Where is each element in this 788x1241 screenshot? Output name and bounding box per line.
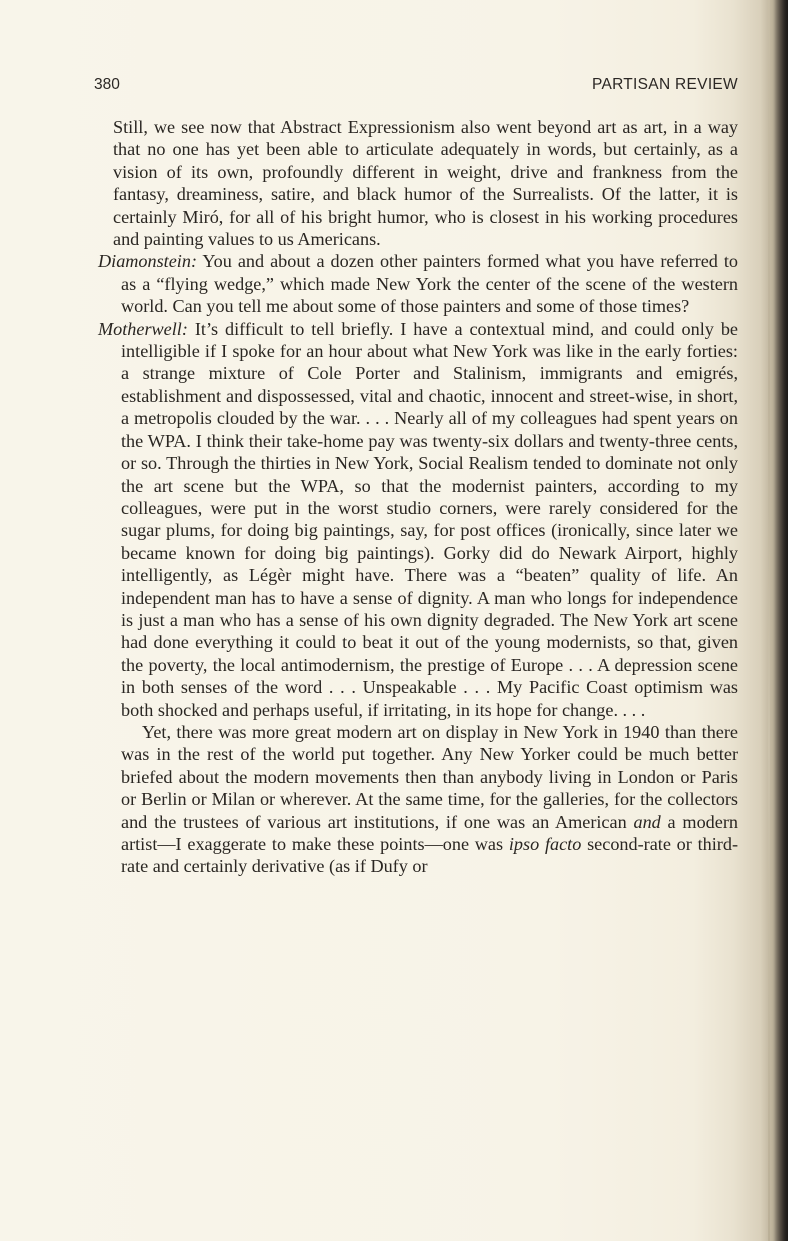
page-number: 380	[94, 76, 120, 93]
paragraph-continuation: Still, we see now that Abstract Expressionism also went beyond art as art, in a way that no one has yet been able to articulate adequately in words, but certainly, as a vision of its own, profoundly different in weight, drive and frankness from the fantasy, dreaminess, satire, and black humor of the Surrealists. Of the latter, it is certainly Miró, for all of his bright humor, who is closest in his working procedures and painting values to us Americans.	[113, 117, 738, 250]
binding-shadow	[774, 0, 788, 1241]
text-run: Yet, there was more great modern art on display in New York in 1940 than there was in the rest of the world put together. Any New Yorker could be much better briefed about the modern movements then than anybody living in London or Paris or Berlin or Milan or wherever. At the same time, for the galleries, for the collectors and the trustees of various art institutions, if one was an American	[121, 721, 738, 832]
article-text	[98, 116, 738, 878]
journal-title: PARTISAN REVIEW	[591, 76, 738, 93]
text-run: second-rate or third-rate and certainly derivative (as if Dufy or	[121, 834, 739, 877]
italic-latin-phrase: ipso facto	[508, 834, 582, 854]
text-run: a modern artist—I exaggerate to make these points—one was	[121, 811, 738, 854]
page-edge-line	[768, 0, 770, 1241]
speaker-text: It’s difficult to tell briefly. I have a contextual mind, and could only be intelligible if I spoke for an hour about what New York was like in the early forties: a strange mixture of Cole Porter and Stalinism, immigrants and emigrés, establishment and dispossessed, vital and chaotic, innocent and street-wise, in short, a metropolis clouded by the war. . . . Nearly all of my colleagues had spent years on the WPA. I think their take-home pay was twenty-six dollars and twenty-three cents, or so. Through the thirties in New York, Social Realism tended to dominate not only the art scene but the WPA, so that the modernist painters, according to my colleagues, were put in the worst studio corners, were rarely considered for the sugar plums, for doing big paintings, say, for post offices (ironically, since later we became known for doing big paintings). Gorky did do Newark Airport, highly intelligently, as Légèr might have. There was a “beaten” quality of life. An independent man has to have a sense of dignity. A man who longs for independence is just a man who has a sense of his own dignity degraded. The New York art scene had done everything it could to beat it out of the young modernists, so that, given the poverty, the local antimodernism, the prestige of Europe . . . A depression scene in both senses of the word . . . Unspeakable . . . My Pacific Coast optimism was both shocked and perhaps useful, if irritating, in its hope for change. . . .	[121, 318, 738, 720]
italic-emphasis: and	[633, 811, 661, 832]
speaker-text: You and about a dozen other painters formed what you have referred to as a “flying wedge,” which made New York the center of the scene of the western world. Can you tell me about some of those painters and some of those times?	[121, 251, 738, 317]
paragraph-motherwell	[98, 318, 738, 721]
speaker-name-motherwell: Motherwell:	[98, 318, 188, 339]
speaker-name-diamonstein: Diamonstein:	[98, 251, 198, 272]
paragraph-diamonstein	[98, 250, 738, 317]
paragraph-motherwell-continued	[98, 721, 738, 878]
running-head	[94, 72, 738, 96]
